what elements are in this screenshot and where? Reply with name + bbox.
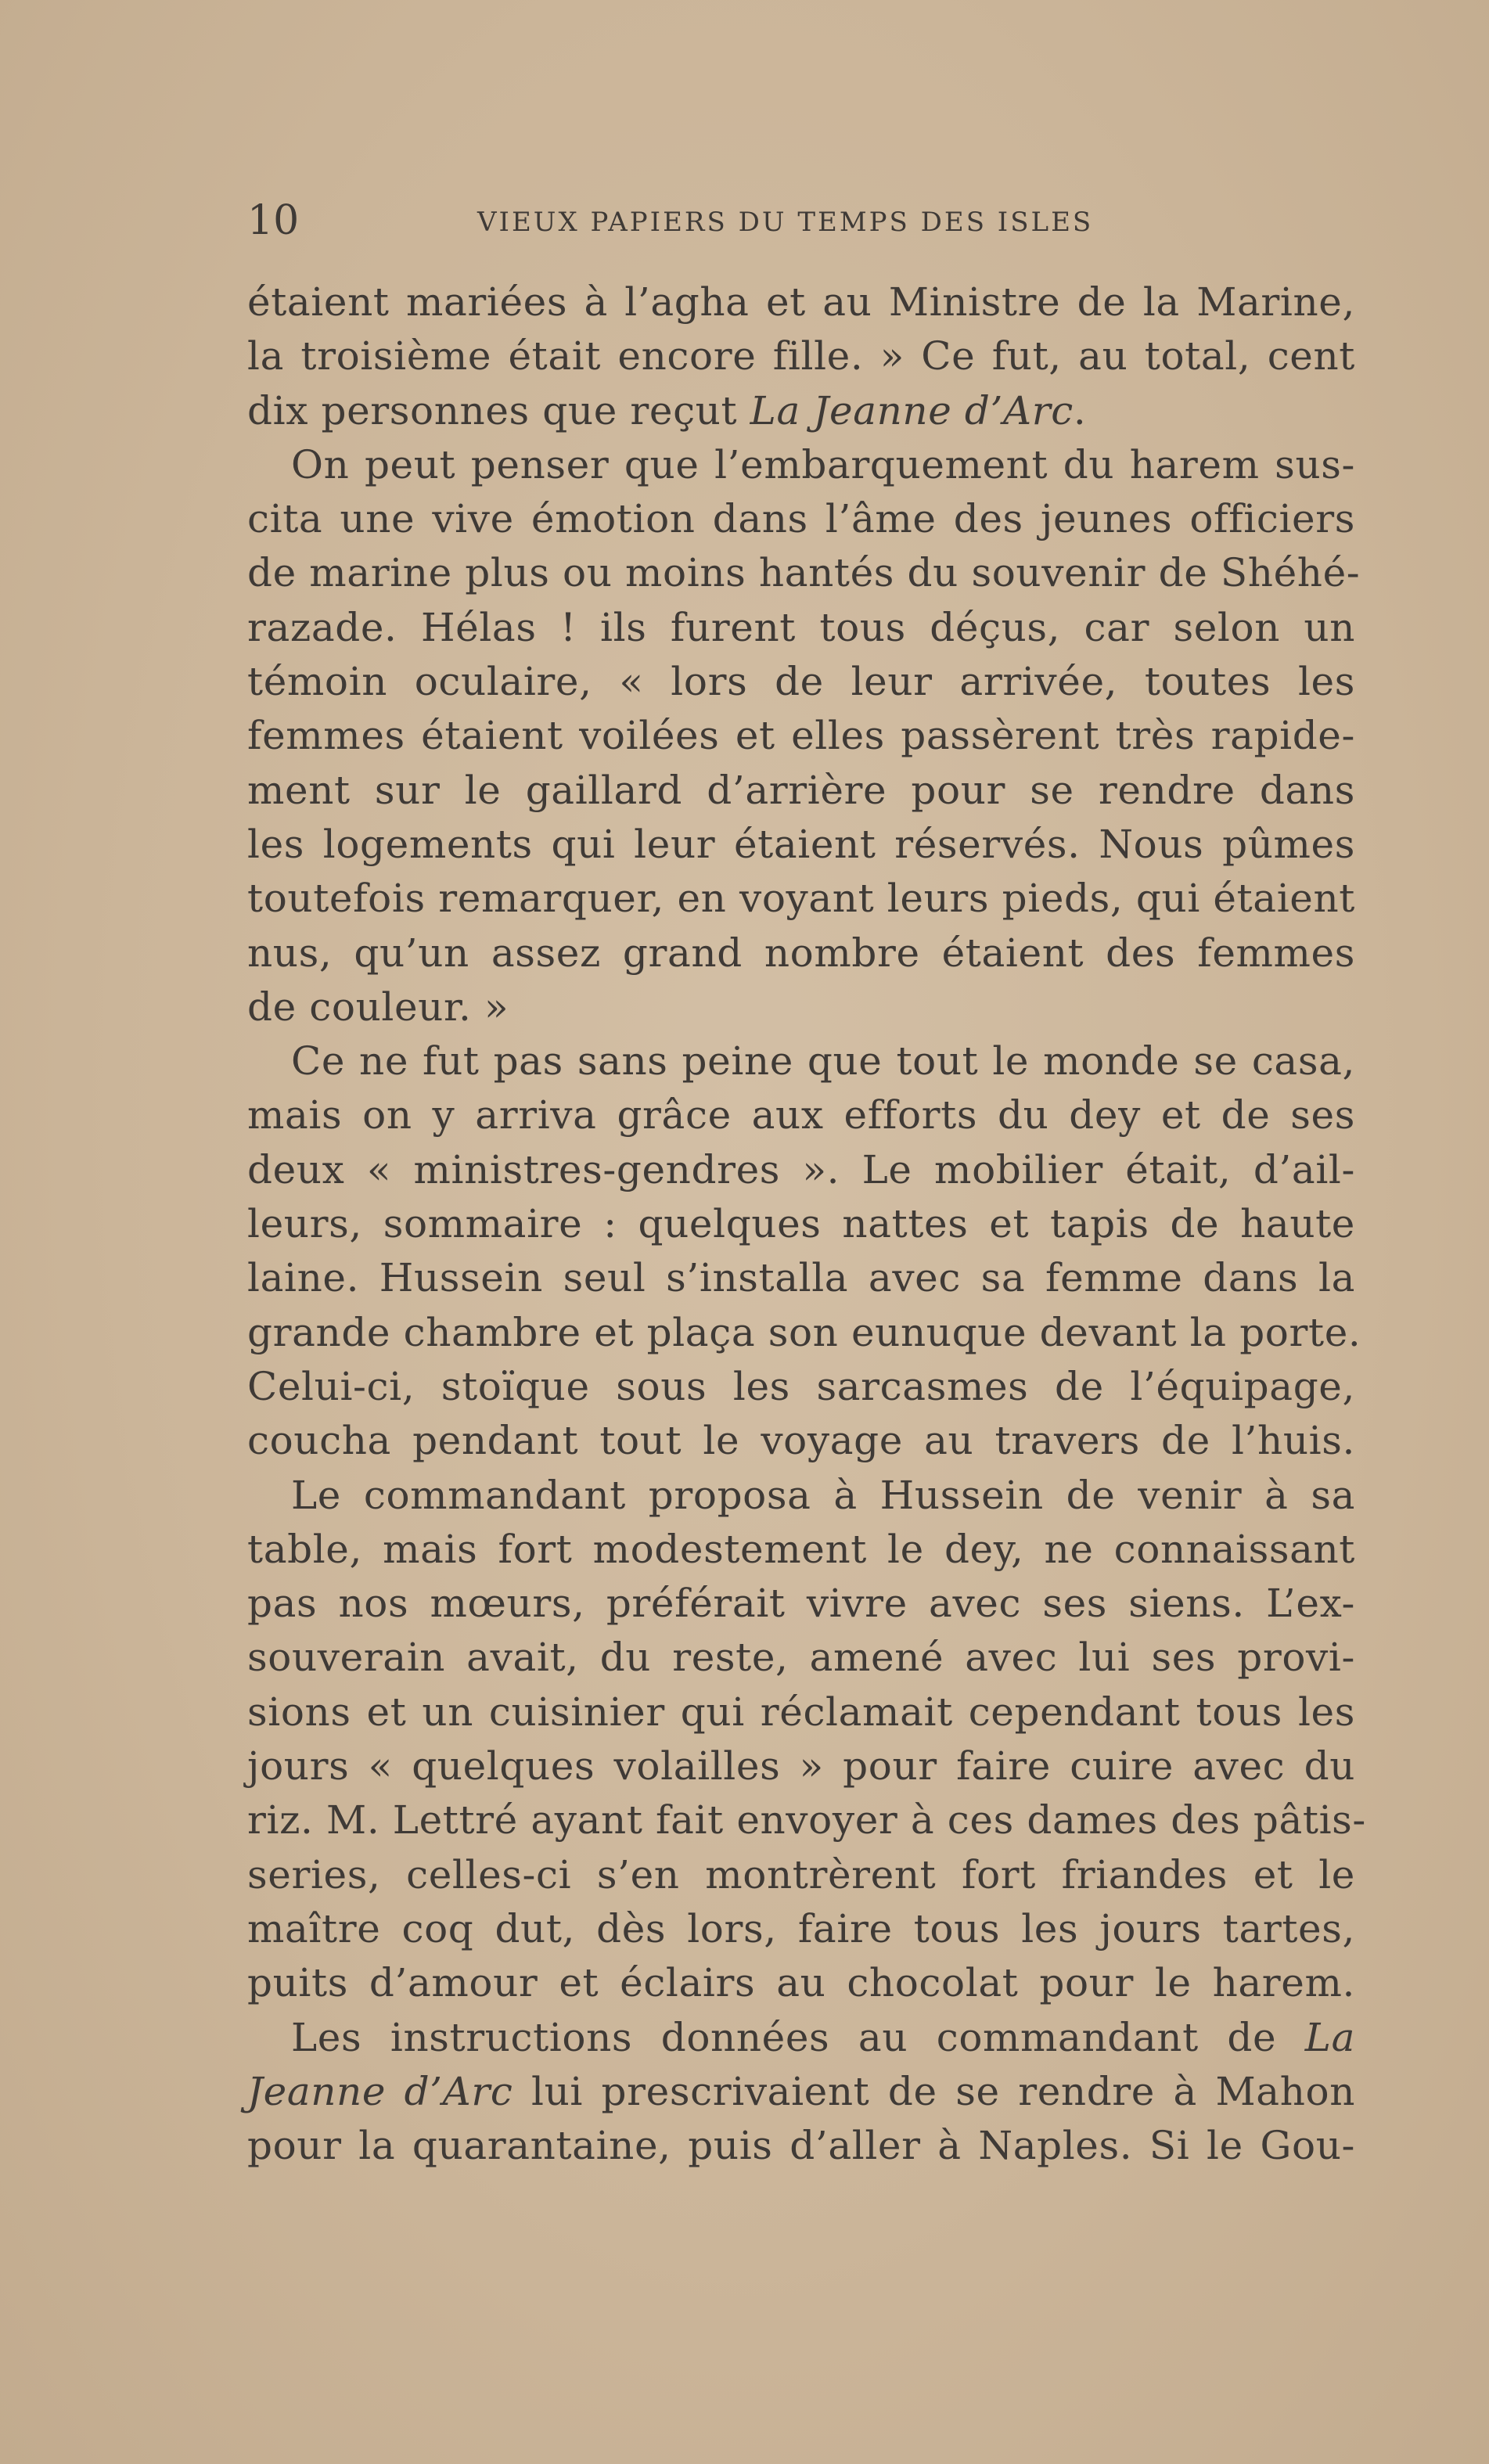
text-line: riz. M. Lettré ayant fait envoyer à ces dames des pâtis- (247, 1797, 1366, 1844)
text-line: Celui-ci, stoïque sous les sarcasmes de l’équipage, (247, 1363, 1355, 1409)
text-line: cita une vive émotion dans l’âme des jeunes officiers (247, 496, 1355, 542)
ship-name: La (1304, 2014, 1355, 2060)
ship-name: La Jeanne d’Arc (750, 387, 1074, 433)
text-line: Jeanne d’Arc lui prescrivaient de se rendre à Mahon (247, 2068, 1355, 2114)
text-line: leurs, sommaire : quelques nattes et tapis de haute (247, 1201, 1355, 1247)
text-line: coucha pendant tout le voyage au travers de l’huis. (247, 1418, 1355, 1464)
text-line: témoin oculaire, « lors de leur arrivée, toutes les (247, 659, 1355, 705)
text-line: puits d’amour et éclairs au chocolat pour le harem. (247, 1960, 1355, 2006)
text-line: On peut penser que l’embarquement du harem sus- (291, 441, 1355, 487)
ship-name: Jeanne d’Arc (247, 2068, 513, 2114)
text-line: étaient mariées à l’agha et au Ministre de la Marine, (247, 279, 1355, 325)
text-line: razade. Hélas ! ils furent tous déçus, car selon un (247, 604, 1355, 650)
text-line: femmes étaient voilées et elles passèrent très rapide- (247, 713, 1355, 759)
paragraph-2 (247, 438, 1361, 1034)
text-line: les logements qui leur étaient réservés. Nous pûmes (247, 821, 1355, 867)
text-line: Ce ne fut pas sans peine que tout le monde se casa, (291, 1038, 1355, 1085)
text-line: jours « quelques volailles » pour faire cuire avec du (247, 1743, 1355, 1790)
text-line: mais on y arriva grâce aux efforts du dey et de ses (247, 1092, 1355, 1138)
text-line: deux « ministres-gendres ». Le mobilier était, d’ail- (247, 1146, 1355, 1192)
text-line: Le commandant proposa à Hussein de venir à sa (291, 1472, 1355, 1518)
running-head (247, 196, 1355, 246)
paragraph-4 (247, 1469, 1366, 2011)
paragraph-3 (247, 1034, 1361, 1468)
paragraph-1 (247, 275, 1355, 438)
text-line: laine. Hussein seul s’installa avec sa femme dans la (247, 1255, 1355, 1301)
text-line: series, celles-ci s’en montrèrent fort friandes et le (247, 1851, 1355, 1897)
text-line: pas nos mœurs, préférait vivre avec ses siens. L’ex- (247, 1581, 1355, 1627)
text-line: nus, qu’un assez grand nombre étaient des femmes (247, 930, 1355, 976)
page-number: 10 (247, 197, 300, 244)
text-line: la troisième était encore fille. » Ce fut, au total, cent (247, 333, 1355, 379)
text-line: Les instructions données au commandant de La (291, 2014, 1355, 2060)
text-line: table, mais fort modestement le dey, ne connaissant (247, 1526, 1355, 1572)
text-line: de couleur. » (247, 984, 509, 1030)
text-line: de marine plus ou moins hantés du souvenir de Shéhé- (247, 550, 1361, 596)
text-line: sions et un cuisinier qui réclamait cependant tous les (247, 1689, 1355, 1735)
text-line: toutefois remarquer, en voyant leurs pieds, qui étaient (247, 876, 1355, 922)
text-line: dix personnes que reçut La Jeanne d’Arc. (247, 387, 1087, 433)
text-line: pour la quarantaine, puis d’aller à Naples. Si le Gou- (247, 2123, 1355, 2169)
text-line: ment sur le gaillard d’arrière pour se rendre dans (247, 767, 1355, 813)
text-line: maître coq dut, dès lors, faire tous les jours tartes, (247, 1905, 1355, 1951)
text-line: souverain avait, du reste, amené avec lui ses provi- (247, 1635, 1355, 1681)
paragraph-5 (247, 2011, 1355, 2174)
body-text (247, 275, 1366, 2173)
running-title: VIEUX PAPIERS DU TEMPS DES ISLES (477, 207, 1094, 238)
book-page (247, 196, 1366, 2173)
text-line: grande chambre et plaça son eunuque devant la porte. (247, 1309, 1361, 1355)
